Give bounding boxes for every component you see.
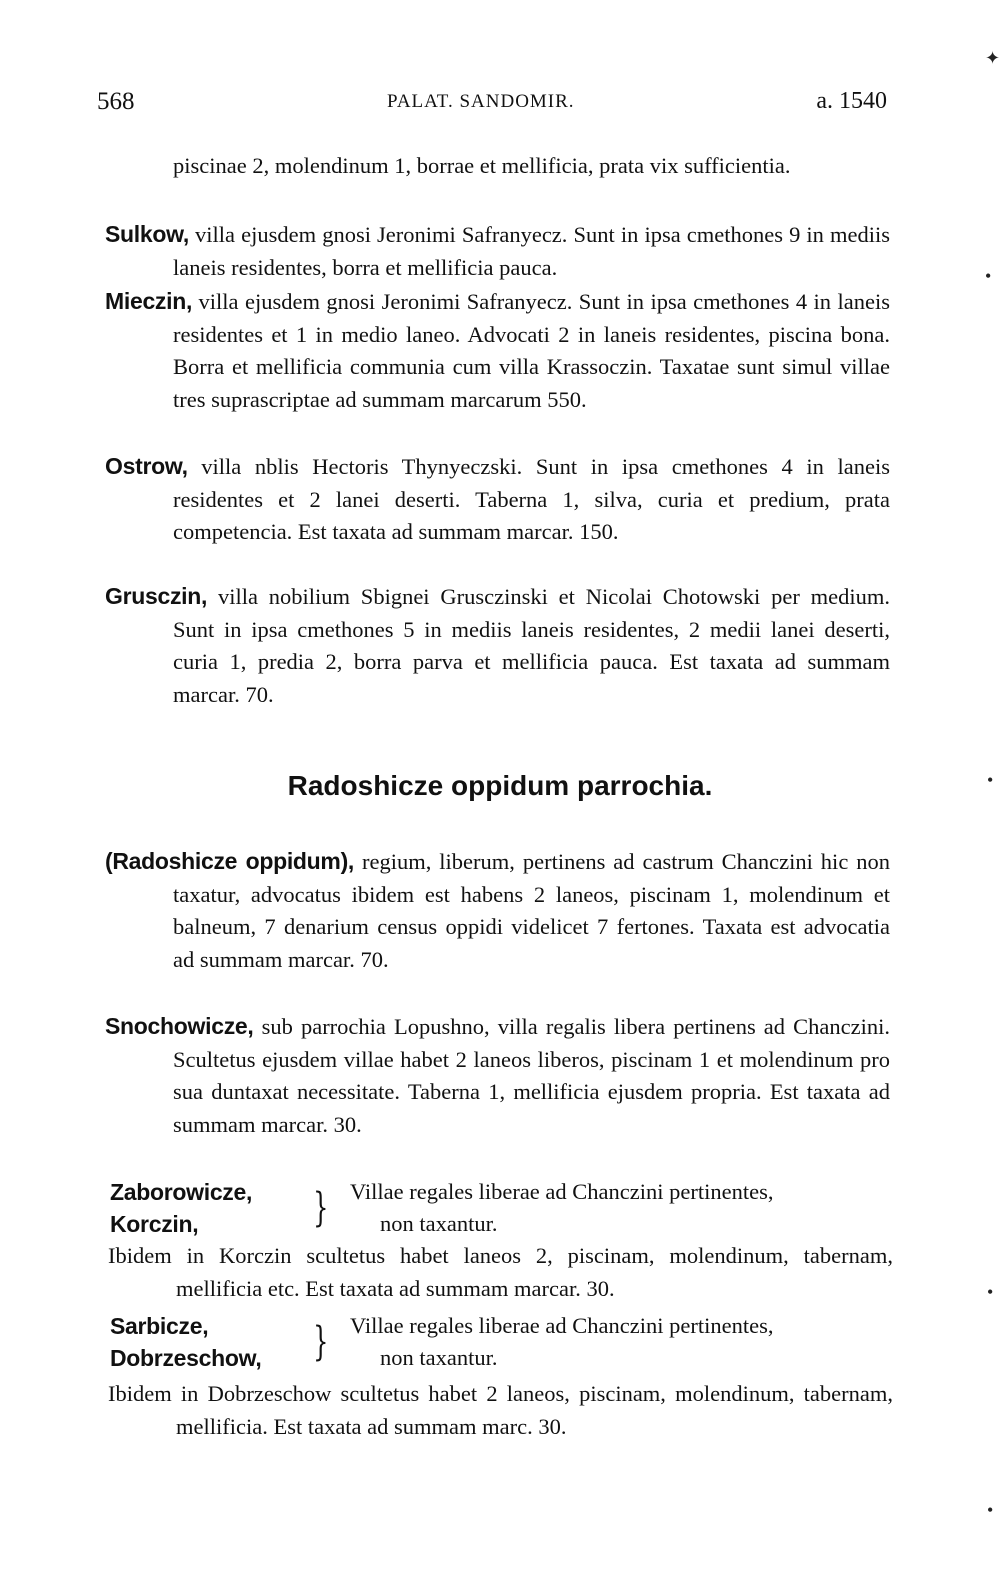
entry-lemma: Mieczin,	[105, 288, 193, 314]
ibidem-korczin	[108, 1240, 893, 1305]
scan-mark: •	[987, 770, 994, 790]
brace-note	[350, 1176, 773, 1240]
entry-text: villa ejusdem gnosi Jeronimi Safranyecz. Sunt in ipsa cmethones 9 in mediis laneis residentes, borra et mellificia pauca.	[173, 222, 890, 280]
brace-name: Korczin,	[110, 1211, 199, 1237]
ibidem-dobrzeschow	[108, 1378, 893, 1443]
entry-grusczin	[105, 580, 890, 711]
entry-text: villa nblis Hectoris Thynyeczski. Sunt in ipsa cmethones 4 in laneis residentes et 2 lanei deserti. Taberna 1, silva, curia et predium, prata competencia. Est taxata ad summam marcar. 150.	[173, 454, 890, 544]
entry-text: villa ejusdem gnosi Jeronimi Safranyecz. Sunt in ipsa cmethones 4 in laneis residentes et 1 in medio laneo. Advocati 2 in laneis residentes, piscina bona. Borra et mellificia communia cum villa Krassoczin. Taxatae sunt simul villae tres suprascriptae ad summam marcarum 550.	[173, 289, 890, 412]
entry-continuation	[105, 150, 890, 183]
brace-names	[110, 1176, 252, 1240]
year-label: a. 1540	[816, 88, 887, 114]
brace-names	[110, 1310, 261, 1374]
scan-mark: •	[987, 1282, 994, 1302]
entry-snochowicze	[105, 1010, 890, 1141]
brace-note-line2: non taxantur.	[380, 1211, 498, 1236]
brace-name: Dobrzeschow,	[110, 1345, 262, 1371]
entry-lemma: Ostrow,	[105, 453, 188, 479]
brace-symbol: }	[313, 1319, 329, 1365]
brace-symbol: }	[313, 1185, 329, 1231]
scan-mark: •	[985, 266, 992, 286]
page-header	[97, 88, 887, 124]
brace-note	[350, 1310, 773, 1374]
entry-lemma: (Radoshicze oppidum),	[105, 848, 355, 874]
brace-note-line1: Villae regales liberae ad Chanczini pertinentes,	[350, 1313, 774, 1338]
entry-ostrow	[105, 450, 890, 549]
entry-lemma: Grusczin,	[105, 583, 208, 609]
page-number: 568	[97, 88, 135, 115]
entry-text: Ibidem in Dobrzeschow scultetus habet 2 laneos, piscinam, molendinum, tabernam, mellificia. Est taxata ad summam marc. 30.	[108, 1381, 893, 1439]
entry-lemma: Sulkow,	[105, 221, 189, 247]
brace-group-sarbicze-dobrzeschow	[110, 1310, 895, 1374]
brace-group-zaborowicze-korczin	[110, 1176, 895, 1240]
entry-text: regium, liberum, pertinens ad castrum Chanczini hic non taxatur, advocatus ibidem est habens 2 laneos, piscinam 1, molendinum et balneum, 7 denarium census oppidi videlicet 7 fertones. Taxata est advocatia ad summam marcar. 70.	[173, 849, 891, 972]
entry-radoshicze	[105, 845, 890, 976]
section-title: Radoshicze oppidum parrochia.	[287, 770, 713, 801]
entry-lemma: Snochowicze,	[105, 1013, 254, 1039]
brace-name: Zaborowicze,	[110, 1179, 253, 1205]
entry-mieczin	[105, 285, 890, 416]
brace-name: Sarbicze,	[110, 1313, 209, 1339]
brace-note-line2: non taxantur.	[380, 1345, 498, 1370]
scan-mark: •	[987, 1500, 994, 1520]
entry-text: piscinae 2, molendinum 1, borrae et mellificia, prata vix sufficientia.	[173, 153, 791, 178]
entry-text: sub parrochia Lopushno, villa regalis libera pertinens ad Chanczini. Scultetus ejusdem villae habet 2 laneos liberos, piscinam 1 et molendinum pro sua duntaxat necessitate. Taberna 1, mellificia ejusdem propria. Est taxata ad summam marcar. 30.	[173, 1014, 890, 1137]
scan-mark: ✦	[985, 48, 1000, 68]
entry-text: Ibidem in Korczin scultetus habet laneos 2, piscinam, molendinum, tabernam, mellificia etc. Est taxata ad summam marcar. 30.	[108, 1243, 893, 1301]
running-title: PALAT. SANDOMIR.	[387, 91, 575, 112]
brace-note-line1: Villae regales liberae ad Chanczini pertinentes,	[350, 1179, 774, 1204]
entry-sulkow	[105, 218, 890, 284]
entry-text: villa nobilium Sbignei Grusczinski et Nicolai Chotowski per medium. Sunt in ipsa cmethones 5 in mediis laneis residentes, 2 medii lanei deserti, curia 1, predia 2, borra parva et mellificia pauca. Est taxata ad summam marcar. 70.	[173, 584, 891, 707]
